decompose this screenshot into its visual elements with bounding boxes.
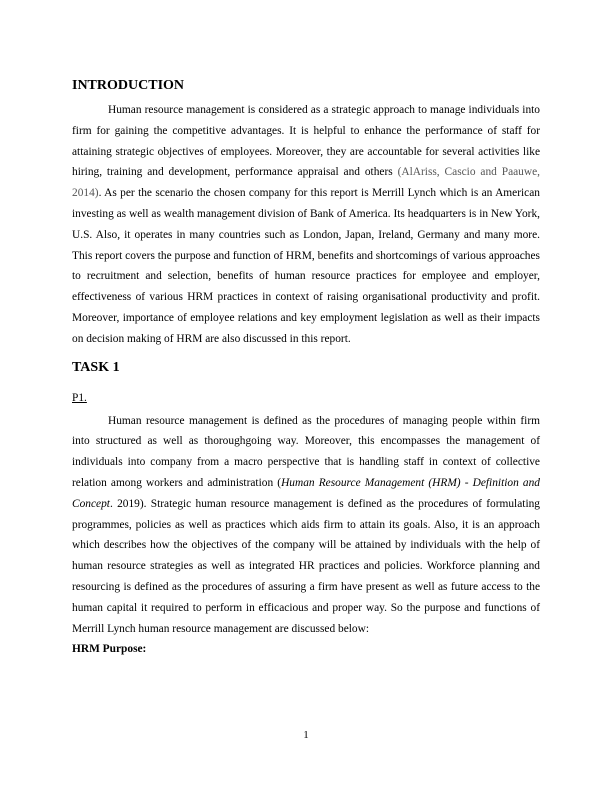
introduction-citation: (AlAriss, Cascio and Paauwe, 2014) — [72, 166, 541, 200]
introduction-text-b: . As per the scenario the chosen company for this report is Merrill Lynch which is an American investing as well as wealth management division of Bank of America. Its headquarters is in New York, U.S. Also, it operates in many countries such as London, Japan, Ireland, Germany and many more. This report covers the purpose and function of HRM, benefits and shortcomings of various approaches to recruitment and selection, benefits of human resource practices for employee and employer, effectiveness of various HRM practices in context of raising organisational productivity and profit. Moreover, importance of employee relations and key employment legislation as well as their impacts on decision making of HRM are also discussed in this report. — [72, 187, 540, 345]
section-gap — [72, 350, 540, 358]
page-content — [72, 76, 540, 659]
task1-heading: TASK 1 — [72, 359, 120, 375]
task1-paragraph — [72, 411, 540, 640]
task1-text-b: . 2019). Strategic human resource management is defined as the procedures of formulating programmes, policies as well as practices which aids firm to attain its goals. Also, it is an approach which describes how the objectives of the company will be attained by individuals with the help of human resource strategies as well as integrated HR practices and policies. Workforce planning and resourcing is defined as the procedures of assuring a firm have present as well as future access to the human capital it required to perform in efficacious and proper way. So the purpose and functions of Merrill Lynch human resource management are discussed below: — [72, 497, 540, 635]
task1-subheading: P1. — [72, 391, 87, 404]
page-number: 1 — [303, 729, 309, 741]
task1-text-a: Human resource management is defined as the procedures of managing people within firm into structured as well as thoroughgoing way. Moreover, this encompasses the management of individuals into company from a macro perspective that is handling staff in context of collective relation among workers and administration ( — [72, 414, 540, 489]
introduction-text-a: Human resource management is considered as a strategic approach to manage individuals into firm for gaining the competitive advantages. It is helpful to enhance the performance of staff for attaining strategic objectives of employees. Moreover, they are accountable for several activities like hiring, training and development, performance appraisal and others — [72, 104, 540, 179]
hrm-purpose-label: HRM Purpose: — [72, 643, 147, 656]
task1-citation-title: Human Resource Management (HRM) - Definition and Concept — [72, 476, 540, 510]
introduction-paragraph — [72, 100, 540, 350]
introduction-heading: INTRODUCTION — [72, 78, 185, 93]
